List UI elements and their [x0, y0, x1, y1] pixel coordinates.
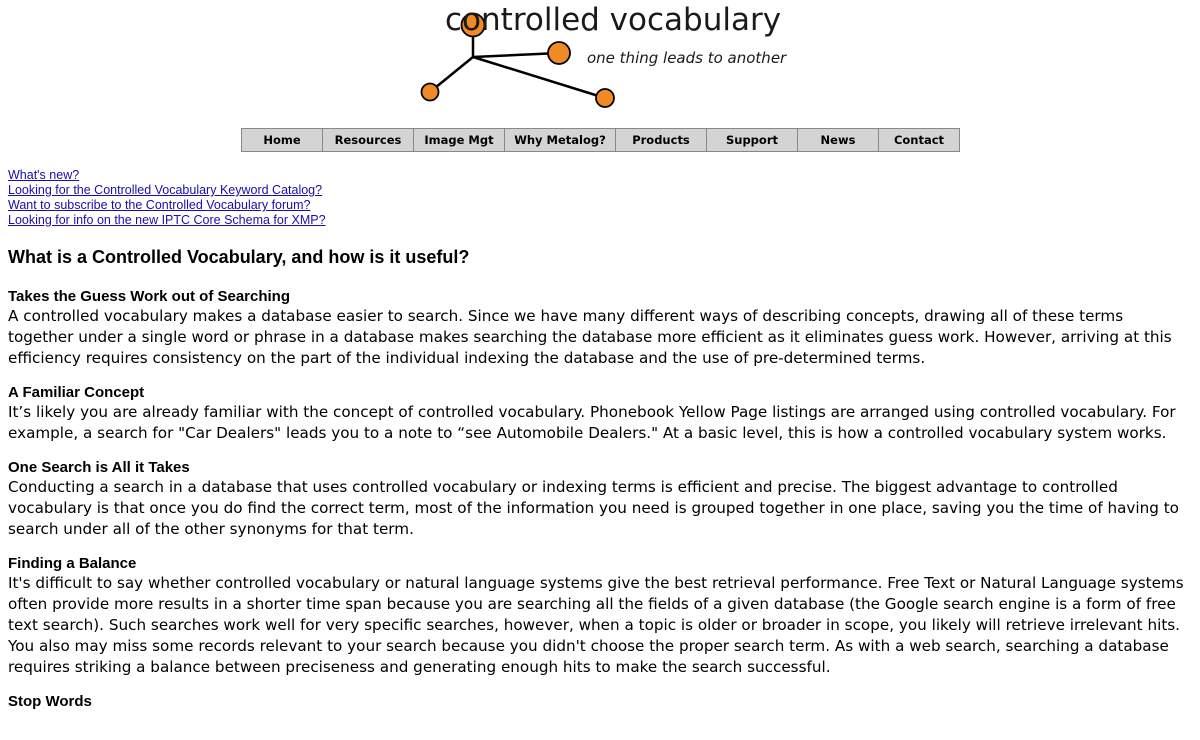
main-nav [241, 128, 960, 152]
link-subscribe-forum[interactable]: Want to subscribe to the Controlled Vocabulary forum? [8, 198, 311, 212]
quick-links [8, 168, 326, 228]
section-one-search [8, 458, 1193, 540]
nav-products[interactable]: Products [616, 129, 707, 151]
section-body: It’s likely you are already familiar with the concept of controlled vocabulary. Phonebook Yellow Page listings are arranged using controlled vocabulary. For example, a search for "Car Dealers" leads you to a note to “see Automobile Dealers." At a basic level, this is how a controlled vocabulary system works. [8, 403, 1176, 442]
link-iptc-core-schema[interactable]: Looking for info on the new IPTC Core Schema for XMP? [8, 213, 326, 227]
page-title: What is a Controlled Vocabulary, and how is it useful? [8, 247, 470, 267]
nav-why-metalog[interactable]: Why Metalog? [505, 129, 616, 151]
nav-resources[interactable]: Resources [323, 129, 414, 151]
logo-title: controlled vocabulary [445, 2, 782, 38]
section-guess-work [8, 287, 1193, 369]
section-title: Stop Words [8, 693, 92, 710]
section-body: Conducting a search in a database that uses controlled vocabulary or indexing terms is efficient and precise. The biggest advantage to controlled vocabulary is that once you do find the correct term, most of the information you need is grouped together in one place, saving you the time of having to search under all of the other synonyms for that term. [8, 478, 1179, 538]
section-title: Finding a Balance [8, 555, 137, 572]
nav-home[interactable]: Home [242, 129, 323, 151]
section-stop-words [8, 692, 1193, 711]
site-logo[interactable] [415, 0, 795, 115]
logo-tagline: one thing leads to another [587, 49, 787, 67]
nav-contact[interactable]: Contact [879, 129, 959, 151]
section-title: Takes the Guess Work out of Searching [8, 288, 291, 305]
section-familiar-concept [8, 383, 1193, 444]
main-content [8, 244, 1193, 725]
section-title: One Search is All it Takes [8, 459, 190, 476]
link-keyword-catalog[interactable]: Looking for the Controlled Vocabulary Keyword Catalog? [8, 183, 323, 197]
section-body: A controlled vocabulary makes a database easier to search. Since we have many different ways of describing concepts, drawing all of these terms together under a single word or phrase in a database makes searching the database more efficient as it eliminates guess work. However, arriving at this efficiency requires consistency on the part of the individual indexing the database and the use of pre-determined terms. [8, 307, 1172, 367]
link-whats-new[interactable]: What's new? [8, 168, 80, 182]
section-body: It's difficult to say whether controlled vocabulary or natural language systems give the best retrieval performance. Free Text or Natural Language systems often provide more results in a shorter time span because you are searching all the fields of a given database (the Google search engine is a form of free text search). Such searches work well for very specific searches, however, when a topic is older or broader in scope, you likely will retrieve irrelevant hits. You also may miss some records relevant to your search because you didn't choose the proper search term. As with a web search, searching a database requires striking a balance between preciseness and generating enough hits to make the search successful. [8, 574, 1184, 676]
nav-support[interactable]: Support [707, 129, 798, 151]
nav-image-mgt[interactable]: Image Mgt [414, 129, 505, 151]
section-finding-balance [8, 554, 1193, 678]
nav-news[interactable]: News [798, 129, 879, 151]
section-title: A Familiar Concept [8, 384, 145, 401]
